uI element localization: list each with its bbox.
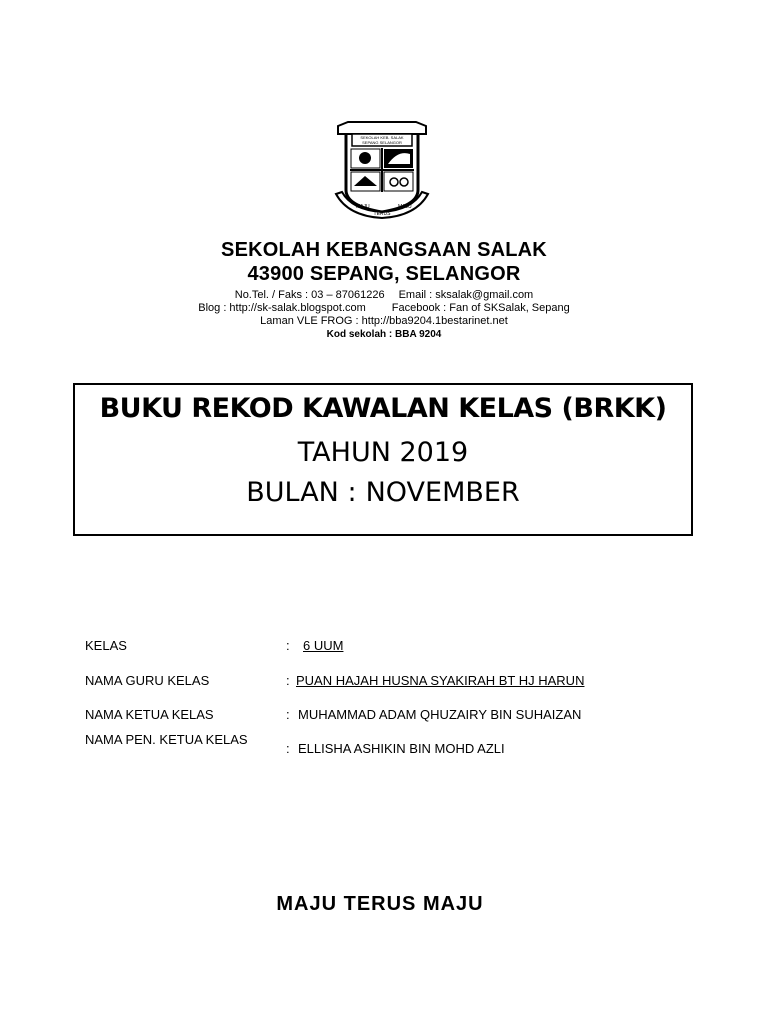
- detail-value: MUHAMMAD ADAM QHUZAIRY BIN SUHAIZAN: [298, 707, 582, 722]
- month-value: NOVEMBER: [365, 477, 520, 508]
- detail-value: 6 UUM: [303, 638, 344, 653]
- detail-colon: :: [286, 741, 290, 756]
- detail-label: NAMA GURU KELAS: [85, 673, 210, 688]
- detail-colon: :: [286, 707, 290, 722]
- record-title: BUKU REKOD KAWALAN KELAS (BRKK): [99, 393, 667, 424]
- detail-value: PUAN HAJAH HUSNA SYAKIRAH BT HJ HARUN: [296, 673, 585, 688]
- record-year: TAHUN 2019: [297, 437, 469, 468]
- school-name: SEKOLAH KEBANGSAAN SALAK: [221, 239, 547, 261]
- svg-text:MAJU: MAJU: [356, 204, 370, 210]
- school-crest-logo: [334, 120, 430, 220]
- detail-label: NAMA KETUA KELAS: [85, 707, 214, 722]
- record-month: [75, 477, 691, 508]
- email: Email : sksalak@gmail.com: [398, 289, 534, 301]
- detail-value: ELLISHA ASHIKIN BIN MOHD AZLI: [298, 741, 505, 756]
- contact-line-2: [0, 302, 768, 315]
- svg-text:TERUS: TERUS: [373, 211, 391, 217]
- record-title-box: [73, 383, 693, 536]
- school-code: Kod sekolah : BBA 9204: [326, 329, 442, 340]
- detail-label: NAMA PEN. KETUA KELAS: [85, 732, 248, 747]
- detail-colon: :: [286, 673, 290, 688]
- school-motto: MAJU TERUS MAJU: [276, 893, 484, 915]
- phone-fax: No.Tel. / Faks : 03 – 87061226: [234, 289, 385, 301]
- vle-link: Laman VLE FROG : http://bba9204.1bestarinet.net: [260, 315, 508, 327]
- facebook-page: Facebook : Fan of SKSalak, Sepang: [391, 302, 570, 314]
- svg-text:MAJU: MAJU: [398, 204, 412, 210]
- month-label: BULAN :: [246, 477, 357, 508]
- svg-text:SEKOLAH KEB. SALAK: SEKOLAH KEB. SALAK: [360, 135, 404, 140]
- svg-text:SEPANG SELANGOR: SEPANG SELANGOR: [362, 140, 402, 145]
- contact-line-1: [0, 289, 768, 302]
- blog-link: Blog : http://sk-salak.blogspot.com: [198, 302, 366, 314]
- school-address: 43900 SEPANG, SELANGOR: [247, 263, 521, 285]
- detail-colon: :: [286, 638, 290, 653]
- detail-label: KELAS: [85, 638, 127, 653]
